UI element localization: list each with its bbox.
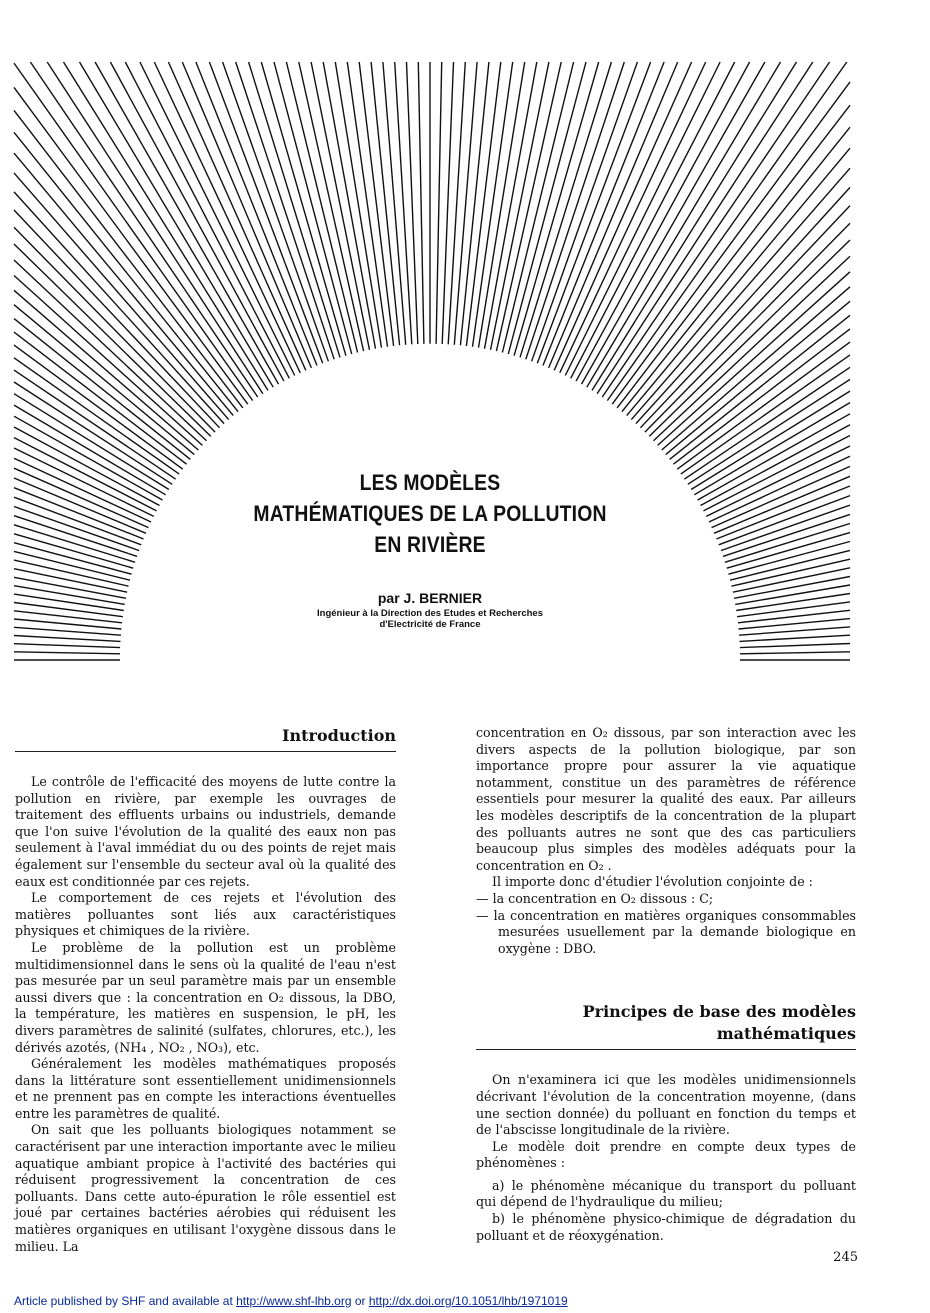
radial-line	[714, 476, 850, 533]
section-heading-principes	[476, 1001, 856, 1045]
radial-line	[520, 62, 611, 357]
footer-link-shf[interactable]: http://www.shf-lhb.org	[236, 1294, 352, 1308]
radial-line	[740, 635, 851, 641]
footer-link-doi[interactable]: http://dx.doi.org/10.1051/lhb/1971019	[368, 1294, 568, 1308]
footer-text: Article published by SHF and available at	[14, 1294, 237, 1308]
radial-line	[739, 619, 851, 629]
radial-line	[666, 301, 850, 454]
radial-line	[448, 62, 465, 344]
radial-line	[565, 62, 720, 376]
radial-line	[526, 62, 625, 359]
paragraph: Le modèle doit prendre en compte deux types de phénomènes :	[476, 1138, 856, 1171]
radial-line	[681, 355, 850, 474]
radial-line	[182, 62, 311, 368]
radial-line	[14, 210, 220, 428]
radial-line	[460, 62, 489, 345]
radial-line	[14, 525, 135, 563]
radial-line	[454, 62, 477, 345]
radial-line	[395, 62, 412, 344]
footer-citation	[14, 1294, 568, 1308]
radial-line	[14, 652, 120, 654]
radial-line	[14, 276, 202, 446]
title-line-2: MATHÉMATIQUES DE LA POLLUTION	[253, 501, 607, 526]
radial-line	[576, 62, 750, 381]
paragraph: Le problème de la pollution est un problème multidimensionnel dans le sens où la qualité de l'eau n'est pas mesurée par un seul paramètre mais par un ensemble aussi divers que : la concentration en O₂ dissous, la DBO, la température, les matières en suspension, le pH, les divers paramètres de salinité (sulfates, chlorures, etc.), les dérivés azotés, (NH₄ , NO₂ , NO₃), etc.	[15, 939, 396, 1055]
radial-line	[502, 62, 573, 353]
radial-line	[140, 62, 295, 376]
radial-line	[14, 603, 123, 617]
radial-line	[64, 62, 269, 390]
radial-line	[532, 62, 638, 361]
footer-text: or	[351, 1294, 369, 1308]
radial-line	[14, 358, 179, 474]
author-byline: par J. BERNIER	[377, 590, 483, 606]
radial-line	[549, 62, 678, 368]
radial-line	[592, 62, 797, 390]
title-line-3: EN RIVIÈRE	[374, 532, 486, 557]
radial-line	[14, 636, 121, 642]
radial-line	[14, 370, 176, 479]
radial-line	[223, 62, 329, 361]
list-item: a) le phénomène mécanique du transport du polluant qui dépend de l'hydraulique du milieu;	[476, 1177, 856, 1210]
radial-line	[80, 62, 274, 387]
radial-line	[739, 627, 850, 635]
radial-line	[731, 559, 850, 586]
radial-line	[14, 153, 233, 416]
radial-line	[640, 206, 850, 428]
radial-line	[14, 110, 243, 408]
radial-line	[14, 560, 129, 586]
radial-line	[359, 62, 393, 346]
section-heading-introduction: Introduction	[282, 726, 396, 745]
radial-line	[479, 62, 525, 348]
radial-line	[740, 644, 850, 648]
radial-line	[436, 62, 442, 344]
heading-line-1: Principes de base des modèles	[582, 1002, 856, 1022]
radial-line	[14, 478, 146, 533]
radial-line	[684, 367, 850, 479]
radial-line	[728, 542, 850, 575]
radial-line	[466, 62, 500, 346]
author-affiliation-1: Ingénieur à la Direction des Etudes et Recherches	[317, 608, 543, 619]
radial-line	[383, 62, 406, 345]
right-column	[476, 725, 856, 1244]
radial-line	[110, 62, 284, 381]
left-column	[15, 725, 396, 1255]
list-item: — la concentration en matières organiques consommables mesurées usuellement par la demande biologique en oxygène : DBO.	[476, 907, 856, 956]
paragraph: Il importe donc d'étudier l'évolution conjointe de :	[492, 874, 813, 890]
radial-line	[491, 62, 549, 350]
radial-line	[14, 627, 121, 635]
radial-line	[14, 594, 124, 610]
radial-line	[737, 602, 850, 617]
radial-line	[14, 468, 149, 527]
paragraph: On sait que les polluants biologiques notamment se caractérisent par une interaction importante avec le milieu aquatique ambiant propice à l'activité des bactéries qui réduisent progressivement la concentration de ces polluants. Dans cette auto-épuration le rôle essentiel est joué par certaines bactéries aérobies qui réduisent les matières organiques en utilisant l'oxygène dissous dans le milieu. La	[15, 1122, 396, 1254]
radial-line	[712, 466, 851, 527]
list-item: — la concentration en O₂ dissous : C;	[476, 890, 714, 906]
radial-line	[418, 62, 424, 344]
title-line-1: LES MODÈLES	[359, 470, 501, 495]
radial-line	[236, 62, 335, 359]
paragraph: Le comportement de ces rejets et l'évolution des matières polluantes sont liés aux caractéristiques physiques et chimiques de la rivière.	[15, 890, 396, 939]
radial-line	[14, 192, 224, 424]
radial-line	[740, 652, 850, 654]
paragraph: concentration en O₂ dissous, par son interaction avec les divers aspects de la pollution biologique, par son importance propre pour assurer la vie aquatique notamment, constitue un des paramètres de référence essentiels pour mesurer la qualité des eaux. Par ailleurs les modèles descriptifs de la concentration de la plupart des polluants autres ne sont que des cas particuliers beaucoup plus simples des modèles adéquats pour la concentration en O₂ .	[476, 725, 856, 873]
paragraph: On n'examinera ici que les modèles unidimensionnels décrivant l'évolution de la concentration moyenne, (dans une section donnée) du polluant en fonction du temps et de l'abscisse longitudinale de la rivière.	[476, 1072, 856, 1138]
radial-line	[14, 644, 120, 648]
radial-line	[622, 127, 850, 412]
radial-line	[14, 534, 133, 568]
page-number: 245	[833, 1250, 858, 1265]
radial-line	[587, 62, 781, 387]
paragraph: Le contrôle de l'efficacité des moyens de lutte contre la pollution en rivière, par exemple les ouvrages de traitement des effluents urbains ou industriels, demande que l'on suive l'évolution de la qualité des eaux non pas seulement à l'aval immédiat du ou des points de rejet mais également sur l'ensemble du secteur aval où la qualité des eaux est conditionnée par ces rejets.	[15, 774, 396, 889]
radial-line	[311, 62, 369, 350]
radial-line	[335, 62, 381, 348]
radial-line	[249, 62, 340, 357]
radial-line	[662, 287, 850, 450]
radial-line	[14, 543, 132, 575]
list-item: b) le phénomène physico-chimique de dégradation du polluant et de réoxygénation.	[476, 1211, 856, 1243]
radial-line	[371, 62, 400, 345]
radial-line	[442, 62, 453, 344]
radial-line	[14, 260, 207, 441]
heading-line-2: mathématiques	[716, 1024, 856, 1044]
radial-line	[286, 62, 357, 353]
radial-line	[738, 610, 850, 623]
radial-line	[407, 62, 418, 344]
radial-line	[47, 62, 263, 394]
author-affiliation-2: d'Electricité de France	[379, 619, 481, 630]
radial-line	[691, 391, 850, 489]
author-block	[230, 590, 630, 630]
article-title	[241, 467, 619, 560]
paragraph: Généralement les modèles mathématiques proposés dans la littérature sont essentiellement unidimensionnels et ne prennent pas en compte les interactions éventuelles entre les paramètres de qualité.	[15, 1056, 396, 1121]
radial-line	[597, 62, 813, 394]
